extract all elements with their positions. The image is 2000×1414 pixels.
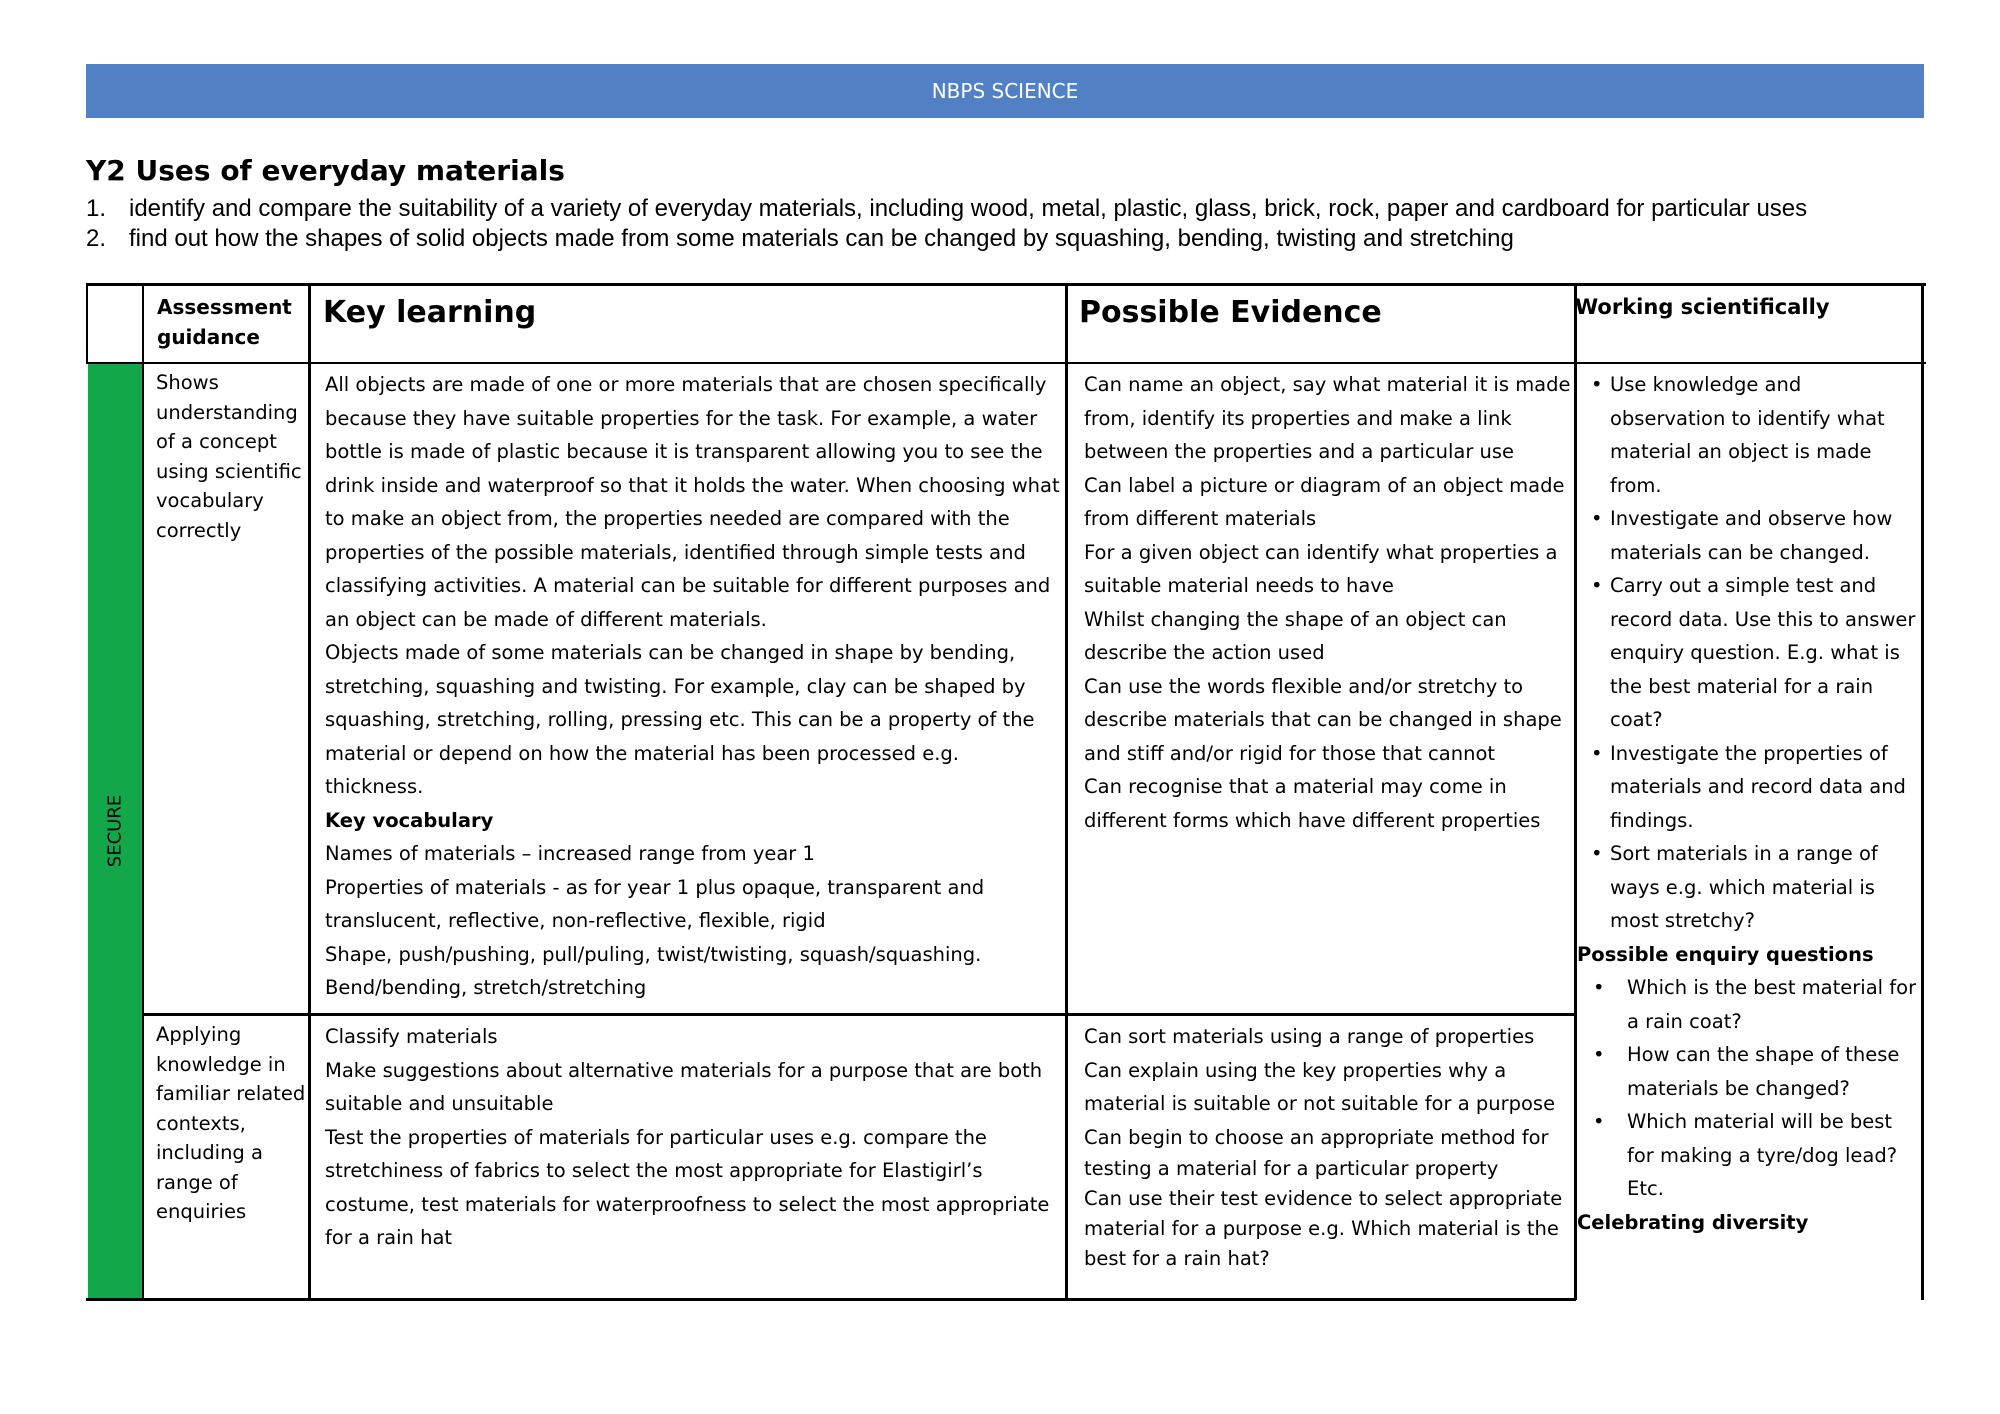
objective-text: find out how the shapes of solid objects made from some materials can be changed by squashing, bending, twisting and stretching [129, 225, 1514, 252]
evidence-item: Can use their test evidence to select appropriate material for a purpose e.g. Which material is the best for a rain hat? [1084, 1187, 1563, 1270]
assessment-text: Applying knowledge in familiar related contexts, including a range of enquiries [156, 1023, 306, 1223]
objective-item [86, 224, 1936, 254]
working-scientifically-item: • Sort materials in a range of ways e.g. which material is most stretchy? [1577, 837, 1922, 938]
table-header-divider [86, 362, 1926, 364]
working-scientifically-item: • Investigate and observe how materials can be changed. [1577, 502, 1922, 569]
objective-item [86, 194, 1936, 224]
working-scientifically-item: • Investigate the properties of materials and record data and findings. [1577, 737, 1922, 838]
objective-text: identify and compare the suitability of a variety of everyday materials, including wood, metal, plastic, glass, brick, rock, paper and cardboard for particular uses [129, 195, 1808, 222]
header-key-learning: Key learning [323, 295, 537, 330]
enquiry-question: • Which is the best material for a rain coat? [1577, 971, 1922, 1038]
row1-key-learning [325, 368, 1060, 1005]
header-possible-evidence: Possible Evidence [1079, 295, 1382, 330]
table-col-divider [142, 283, 144, 1300]
row2-key-learning [325, 1020, 1060, 1255]
header-working-scientifically: Working scientifically [1575, 295, 1830, 319]
key-learning-paragraph: Test the properties of materials for particular uses e.g. compare the stretchiness of fabrics to select the most appropriate for Elastigirl’s costume, test materials for waterproofness to select the most appropriate for a rain hat [325, 1125, 1050, 1249]
page-banner: NBPS SCIENCE [86, 64, 1924, 118]
evidence-item: testing a material for a particular property [1084, 1157, 1499, 1180]
evidence-item: Can label a picture or diagram of an object made from different materials [1084, 473, 1565, 530]
key-learning-paragraph: All objects are made of one or more materials that are chosen specifically because they have suitable properties for the task. For example, a water bottle is made of plastic because it is transparent allowing you to see the drink inside and waterproof so that it holds the water. When choosing what to make an object from, the properties needed are compared with the properties of the possible materials, identified through simple tests and classifying activities. A material can be suitable for different purposes and an object can be made of different materials. [325, 373, 1060, 631]
key-vocabulary-item: Properties of materials - as for year 1 plus opaque, transparent and translucent, reflective, non-reflective, flexible, rigid [325, 875, 985, 932]
enquiry-etc: Etc. [1627, 1177, 1664, 1200]
evidence-item: Can recognise that a material may come in different forms which have different properties [1084, 775, 1541, 832]
evidence-item: Whilst changing the shape of an object can describe the action used [1084, 607, 1507, 664]
enquiry-question: • How can the shape of these materials be changed? [1577, 1038, 1922, 1105]
enquiry-question: • Which material will be best for making a tyre/dog lead? [1577, 1105, 1922, 1172]
key-vocabulary-heading: Key vocabulary [325, 808, 494, 832]
header-assessment-guidance: Assessment guidance [157, 295, 292, 349]
key-learning-paragraph: Objects made of some materials can be changed in shape by bending, stretching, squashing and twisting. For example, clay can be shaped by squashing, stretching, rolling, pressing etc. This can be a property of the material or depend on how the material has been processed e.g. thickness. [325, 641, 1035, 798]
working-scientifically-item: • Use knowledge and observation to identify what material an object is made from. [1577, 368, 1922, 502]
evidence-item: For a given object can identify what properties a suitable material needs to have [1084, 540, 1558, 597]
table-border-left [86, 283, 88, 364]
row2-possible-evidence [1084, 1020, 1572, 1274]
table-border-top [86, 283, 1926, 286]
evidence-item: Can begin to choose an appropriate method for [1084, 1125, 1549, 1149]
row2-assessment-guidance [156, 1020, 306, 1227]
enquiry-questions-list [1577, 971, 1922, 1172]
working-scientifically-item: • Carry out a simple test and record data. Use this to answer enquiry question. E.g. what is the best material for a rain coat? [1577, 569, 1922, 737]
evidence-item: Can use the words flexible and/or stretchy to describe materials that can be changed in shape and stiff and/or rigid for those that cannot [1084, 674, 1562, 765]
evidence-item: Can explain using the key properties why a material is suitable or not suitable for a purpose [1084, 1058, 1556, 1115]
enquiry-questions-heading: Possible enquiry questions [1577, 942, 1874, 966]
key-vocabulary-item: Shape, push/pushing, pull/puling, twist/twisting, squash/squashing. Bend/bending, stretch/stretching [325, 942, 982, 999]
table-row-divider [142, 1013, 1576, 1016]
key-vocabulary-item: Names of materials – increased range from year 1 [325, 842, 815, 865]
evidence-item: Can sort materials using a range of properties [1084, 1025, 1535, 1048]
celebrating-diversity-heading: Celebrating diversity [1577, 1210, 1809, 1234]
page-title: Y2 Uses of everyday materials [86, 154, 565, 187]
key-learning-paragraph: Classify materials [325, 1025, 498, 1048]
assessment-text: Shows understanding of a concept using scientific vocabulary correctly [156, 371, 302, 542]
working-scientifically-list [1577, 368, 1922, 938]
objective-number: 2. [86, 225, 107, 252]
objectives-list [86, 194, 1936, 254]
evidence-item: Can name an object, say what material it is made from, identify its properties and make a link between the properties and a particular use [1084, 373, 1571, 463]
table-col-divider [308, 283, 311, 1300]
secure-level-label: SECURE [104, 794, 126, 868]
row1-assessment-guidance [156, 368, 306, 545]
key-learning-paragraph: Make suggestions about alternative materials for a purpose that are both suitable and unsuitable [325, 1058, 1043, 1115]
row1-possible-evidence [1084, 368, 1572, 837]
working-scientifically-cell [1577, 368, 1922, 1239]
objective-number: 1. [86, 195, 107, 222]
table-col-divider [1065, 283, 1068, 1300]
